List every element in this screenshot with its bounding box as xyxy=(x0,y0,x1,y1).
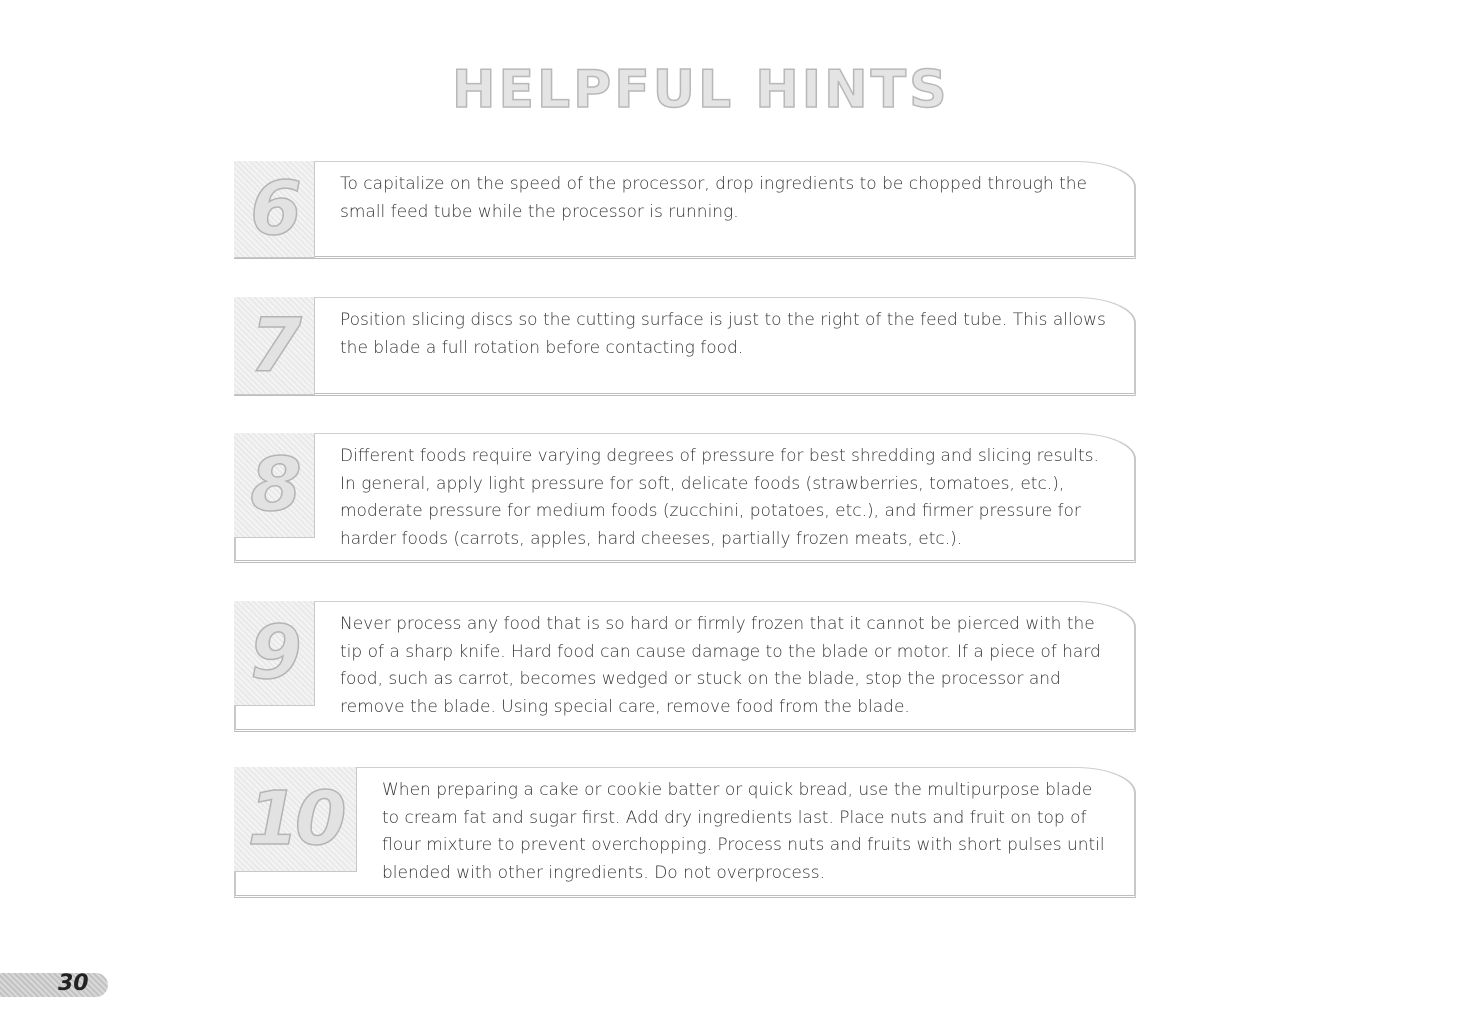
hint-number: 9 xyxy=(250,610,298,696)
hint-8 xyxy=(234,433,1136,563)
page-number-tab xyxy=(0,973,108,997)
hint-9 xyxy=(234,601,1136,732)
hint-number-tile xyxy=(234,297,315,395)
hint-number-tile xyxy=(234,767,357,872)
hint-number-tile xyxy=(234,433,315,538)
hint-number-tile xyxy=(234,601,315,706)
hint-6 xyxy=(234,161,1136,259)
hint-number: 8 xyxy=(250,442,298,528)
page-number: 30 xyxy=(58,971,89,996)
hint-text: When preparing a cake or cookie batter or quick bread, use the multipurpose blade to cream fat and sugar first. Add dry ingredients last. Place nuts and fruit on top of flour mixture to prevent overchopping. Process nuts and fruits with short pulses until blended with other ingredients. Do not overprocess. xyxy=(382,780,1105,883)
hint-number: 7 xyxy=(250,302,298,389)
hint-7 xyxy=(234,297,1136,396)
hint-number: 10 xyxy=(247,776,343,862)
hint-number-tile xyxy=(234,161,315,258)
hint-text: To capitalize on the speed of the processor, drop ingredients to be chopped through the small feed tube while the processor is running. xyxy=(340,174,1087,222)
hint-10 xyxy=(234,767,1136,898)
hint-number: 6 xyxy=(250,166,298,252)
hint-text: Different foods require varying degrees of pressure for best shredding and slicing results. In general, apply light pressure for soft, delicate foods (strawberries, tomatoes, etc.), moderate pressure for medium foods (zucchini, potatoes, etc.), and firmer pressure for harder foods (carrots, apples, hard cheeses, partially frozen meats, etc.). xyxy=(340,446,1099,549)
hint-text: Position slicing discs so the cutting surface is just to the right of the feed tube. This allows the blade a full rotation before contacting food. xyxy=(340,310,1106,358)
page-title: HELPFUL HINTS xyxy=(452,60,950,120)
hint-text: Never process any food that is so hard or firmly frozen that it cannot be pierced with the tip of a sharp knife. Hard food can cause damage to the blade or motor. If a piece of hard food, such as carrot, becomes wedged or stuck on the blade, stop the processor and remove the blade. Using special care, remove food from the blade. xyxy=(340,614,1101,717)
